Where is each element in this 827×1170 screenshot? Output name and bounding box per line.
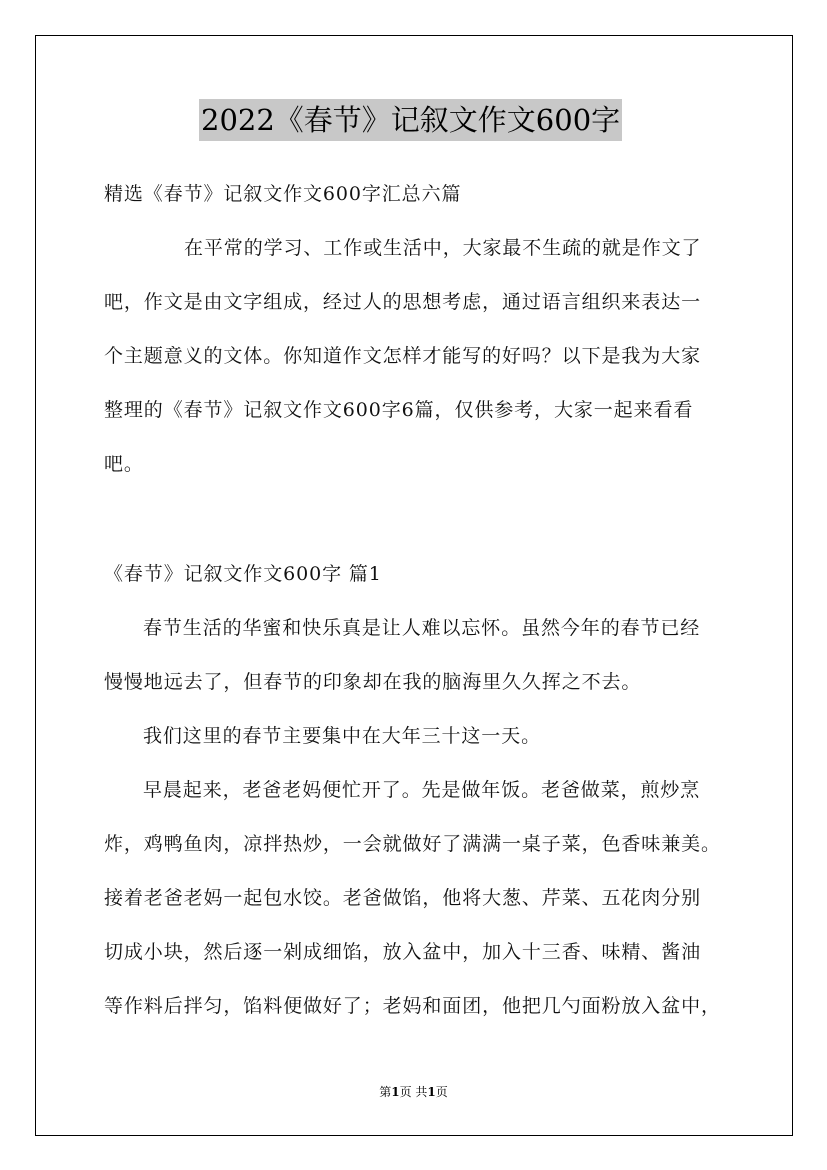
intro-line: 在平常的学习、工作或生活中，大家最不生疏的就是作文了 <box>184 237 702 259</box>
body-line: 接着老爸老妈一起包水饺。老爸做馅，他将大葱、芹菜、五花肉分别 <box>104 887 702 909</box>
intro-line: 个主题意义的文体。你知道作文怎样才能写的好吗？以下是我为大家 <box>104 345 702 367</box>
body-line: 早晨起来，老爸老妈便忙开了。先是做年饭。老爸做菜，煎炒烹 <box>143 779 701 801</box>
body-line: 切成小块，然后逐一剁成细馅，放入盆中，加入十三香、味精、酱油 <box>104 941 702 963</box>
body-line: 慢慢地远去了，但春节的印象却在我的脑海里久久挥之不去。 <box>104 671 642 693</box>
intro-line: 整理的《春节》记叙文作文600字6篇，仅供参考，大家一起来看看 <box>104 399 694 421</box>
page-footer <box>0 1084 827 1100</box>
footer-page-current: 1 <box>391 1085 400 1099</box>
intro-line: 吧，作文是由文字组成，经过人的思想考虑，通过语言组织来表达一 <box>104 291 702 313</box>
body-line: 我们这里的春节主要集中在大年三十这一天。 <box>143 725 542 747</box>
section-heading: 《春节》记叙文作文600字 篇1 <box>104 563 382 585</box>
document-title: 2022《春节》记叙文作文600字 <box>199 99 622 141</box>
footer-page-total: 1 <box>427 1085 436 1099</box>
footer-page-mid: 页 共 <box>399 1085 428 1099</box>
body-line: 等作料后拌匀，馅料便做好了；老妈和面团，他把几勺面粉放入盆中， <box>104 995 721 1017</box>
body-line: 春节生活的华蜜和快乐真是让人难以忘怀。虽然今年的春节已经 <box>143 617 701 639</box>
footer-page-prefix: 第 <box>379 1085 392 1099</box>
document-subtitle: 精选《春节》记叙文作文600字汇总六篇 <box>104 183 462 205</box>
intro-line: 吧。 <box>104 453 144 475</box>
body-line: 炸，鸡鸭鱼肉，凉拌热炒，一会就做好了满满一桌子菜，色香味兼美。 <box>104 833 721 855</box>
footer-page-suffix: 页 <box>435 1085 448 1099</box>
